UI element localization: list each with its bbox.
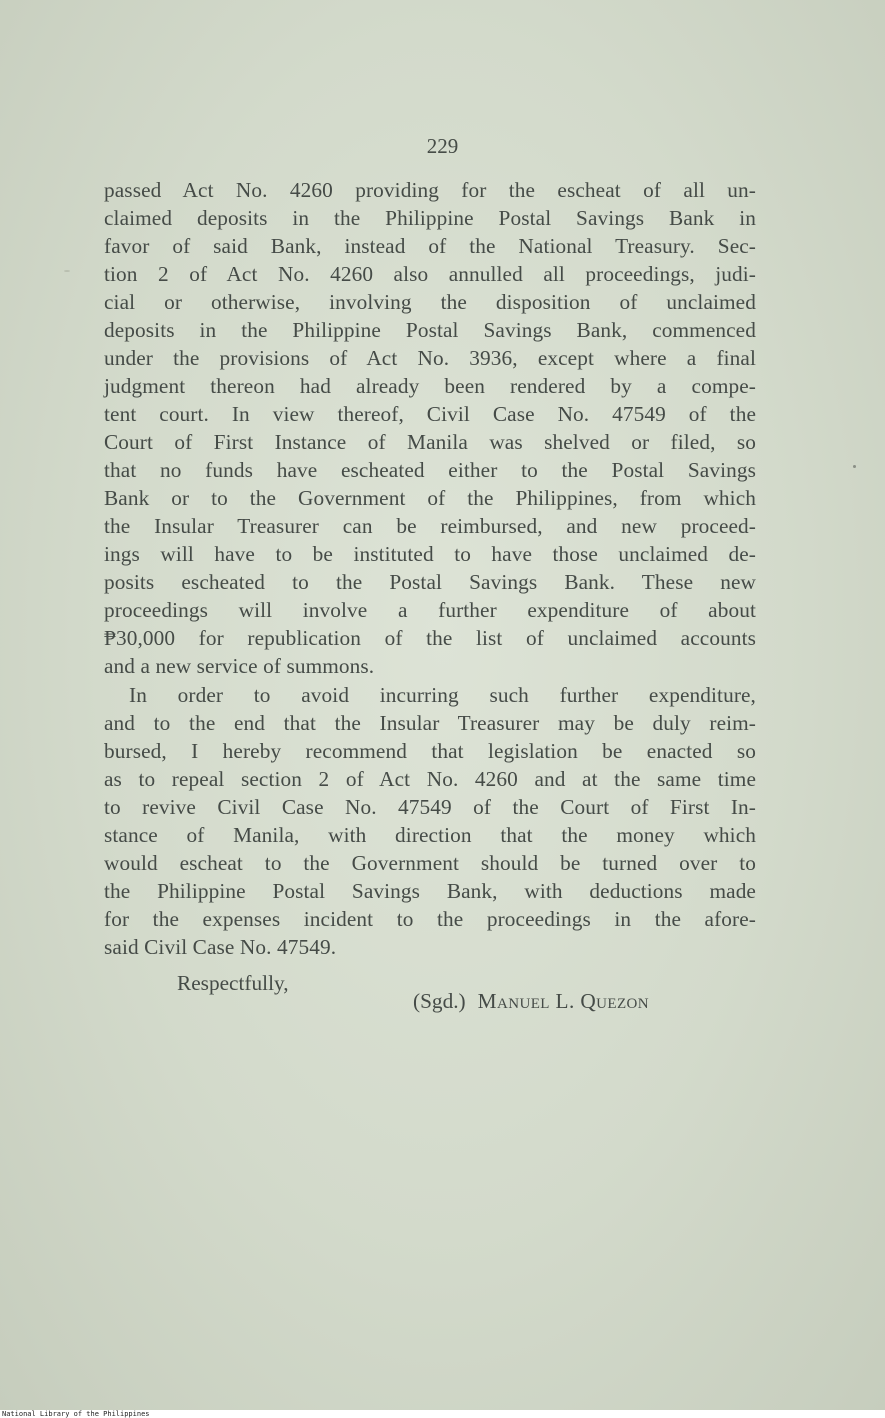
paragraph-1-line: claimed deposits in the Philippine Postal Savings Bank in: [104, 206, 756, 230]
paragraph-2-line: stance of Manila, with direction that the money which: [104, 823, 756, 847]
paragraph-1-line: ings will have to be instituted to have those unclaimed de-: [104, 542, 756, 566]
paragraph-1-line: judgment thereon had already been rendered by a compe-: [104, 374, 756, 398]
paragraph-2-line: would escheat to the Government should be turned over to: [104, 851, 756, 875]
paragraph-1-line: tent court. In view thereof, Civil Case No. 47549 of the: [104, 402, 756, 426]
paragraph-1-line: favor of said Bank, instead of the National Treasury. Sec-: [104, 234, 756, 258]
page-number: 229: [426, 134, 459, 158]
paragraph-1-line: and a new service of summons.: [104, 654, 375, 678]
footer-credit: National Library of the Philippines: [2, 1410, 150, 1418]
paragraph-1-line: deposits in the Philippine Postal Savings Bank, commenced: [104, 318, 756, 342]
paragraph-1-line: under the provisions of Act No. 3936, except where a final: [104, 346, 756, 370]
signature-prefix: (Sgd.): [413, 989, 466, 1013]
signature-name: Manuel L. Quezon: [477, 989, 649, 1013]
paragraph-1-line: cial or otherwise, involving the disposition of unclaimed: [104, 290, 756, 314]
paper-speck: [64, 270, 70, 272]
paragraph-1-line: Court of First Instance of Manila was shelved or filed, so: [104, 430, 756, 454]
closing-text: Respectfully,: [177, 971, 289, 995]
paragraph-1-line: Bank or to the Government of the Philippines, from which: [104, 486, 756, 510]
paragraph-2-line: to revive Civil Case No. 47549 of the Court of First In-: [104, 795, 756, 819]
paragraph-2-line: and to the end that the Insular Treasurer may be duly reim-: [104, 711, 756, 735]
paragraph-2-line: In order to avoid incurring such further expenditure,: [129, 683, 756, 707]
paragraph-2-line: for the expenses incident to the proceedings in the afore-: [104, 907, 756, 931]
paragraph-1-line: that no funds have escheated either to the Postal Savings: [104, 458, 756, 482]
paragraph-1-line: passed Act No. 4260 providing for the escheat of all un-: [104, 178, 756, 202]
paragraph-2-line: the Philippine Postal Savings Bank, with deductions made: [104, 879, 756, 903]
paragraph-2-line: said Civil Case No. 47549.: [104, 935, 337, 959]
paragraph-1-line: the Insular Treasurer can be reimbursed, and new proceed-: [104, 514, 756, 538]
paragraph-1-line: ₱30,000 for republication of the list of unclaimed accounts: [104, 626, 756, 650]
signature-block: [413, 987, 649, 1015]
paragraph-1-line: tion 2 of Act No. 4260 also annulled all proceedings, judi-: [104, 262, 756, 286]
paper-speck: [853, 465, 856, 468]
paragraph-2-line: bursed, I hereby recommend that legislation be enacted so: [104, 739, 756, 763]
paragraph-1-line: proceedings will involve a further expenditure of about: [104, 598, 756, 622]
paragraph-1-line: posits escheated to the Postal Savings Bank. These new: [104, 570, 756, 594]
paragraph-2-line: as to repeal section 2 of Act No. 4260 and at the same time: [104, 767, 756, 791]
